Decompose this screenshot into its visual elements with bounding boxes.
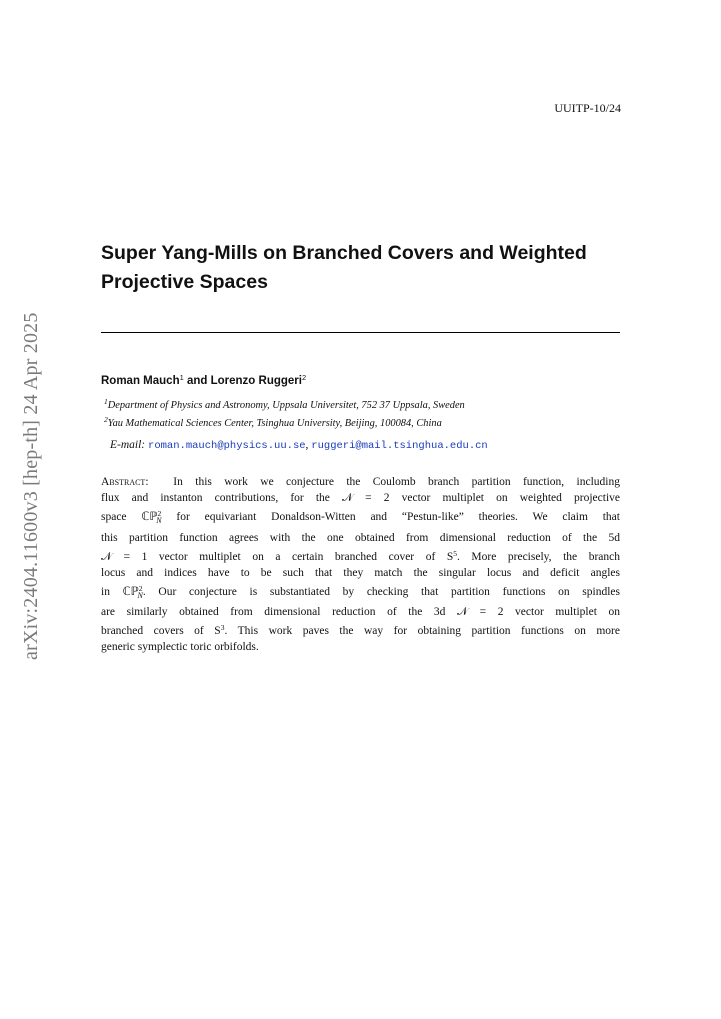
- math-subscript: N: [137, 591, 143, 601]
- email-separator: ,: [305, 439, 312, 451]
- math-superscript: 5: [453, 548, 457, 558]
- affiliation-text: Yau Mathematical Sciences Center, Tsinghua University, Beijing, 100084, China: [107, 418, 442, 429]
- abstract-line: branched covers of $S^3$. This work paves the way for obtaining partition functions on more: [101, 623, 620, 638]
- author-name: Lorenzo Ruggeri: [210, 375, 302, 387]
- affiliation-marker: 1: [179, 373, 184, 382]
- abstract-line: this partition function agrees with the one obtained from dimensional reduction of the 5d: [101, 531, 620, 544]
- title-line-2: Projective Spaces: [101, 271, 268, 293]
- abstract-line: generic symplectic toric orbifolds.: [101, 641, 259, 654]
- affiliation-2: [104, 415, 442, 429]
- author-list: [101, 373, 306, 387]
- abstract-line: are similarly obtained from dimensional reduction of the 3d 𝒩 = 2 vector multiplet on: [101, 606, 620, 619]
- abstract-line: in ℂℙ$^2_N$. Our conjecture is substantiated by checking that partition functions on spindles: [101, 583, 620, 601]
- math-superscript: 2: [157, 509, 162, 519]
- abstract-line: locus and indices have to be such that they match the singular locus and deficit angles: [101, 566, 620, 579]
- math-subscript: N: [156, 516, 162, 526]
- affiliation-text: Department of Physics and Astronomy, Uppsala Universitet, 752 37 Uppsala, Sweden: [107, 400, 465, 411]
- author-name: Roman Mauch: [101, 375, 180, 387]
- abstract-line: space ℂℙ$^2_N$ for equivariant Donaldson-Witten and “Pestun-like” theories. We claim that: [101, 509, 620, 526]
- email-link-ruggeri[interactable]: ruggeri@mail.tsinghua.edu.cn: [311, 440, 488, 452]
- math-superscript: 3: [220, 623, 225, 633]
- affiliation-marker: 2: [301, 373, 307, 382]
- arxiv-identifier-stamp[interactable]: arXiv:2404.11600v3 [hep-th] 24 Apr 2025: [20, 312, 42, 660]
- affiliation-number: 1: [104, 397, 108, 406]
- title-divider: [101, 332, 620, 333]
- paper-title: [101, 239, 641, 297]
- math-superscript: 2: [138, 583, 143, 593]
- title-line-1: Super Yang-Mills on Branched Covers and Weighted: [101, 242, 587, 264]
- abstract-line: 𝒩 = 1 vector multiplet on a certain branched cover of $S^5$. More precisely, the branch: [101, 548, 620, 563]
- affiliation-number: 2: [104, 415, 108, 424]
- email-link-mauch[interactable]: roman.mauch@physics.uu.se: [148, 440, 306, 452]
- email-label: E-mail:: [110, 439, 149, 451]
- abstract: [101, 474, 620, 656]
- abstract-heading: Abstract:: [101, 476, 149, 488]
- affiliation-1: [104, 397, 465, 411]
- author-conjunction: and: [183, 375, 211, 387]
- report-number: UUITP-10/24: [554, 101, 621, 115]
- abstract-line: flux and instanton contributions, for the 𝒩 = 2 vector multiplet on weighted projective: [101, 492, 620, 505]
- abstract-line: Abstract: In this work we conjecture the Coulomb branch partition function, including: [101, 476, 620, 488]
- email-line: [110, 439, 488, 452]
